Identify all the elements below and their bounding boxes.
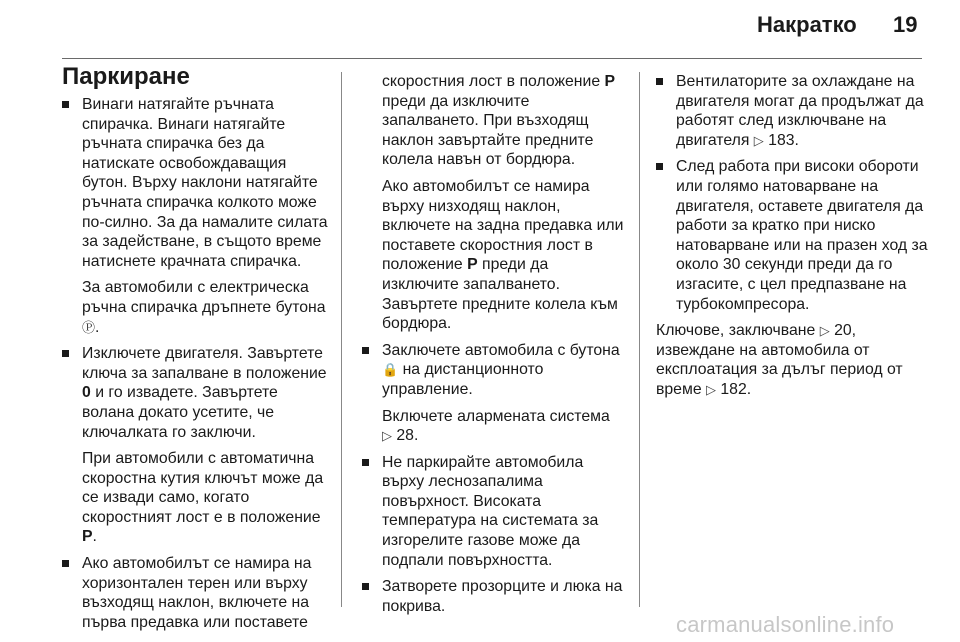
column-1 (62, 62, 328, 639)
para-text: извеждане на автомобила от експлоатация за дълъг период от време (656, 341, 903, 398)
bullet-square-icon (62, 101, 69, 108)
sub-text: преди да изключите запалването. При възходящ наклон завъртайте предните колела навън от бордюра. (382, 92, 594, 169)
bullet-item (62, 95, 328, 271)
page-reference-icon: ▷ (819, 323, 830, 339)
bullet-square-icon (362, 459, 369, 466)
bullet-square-icon (62, 560, 69, 567)
page-number: 19 (893, 12, 918, 37)
bullet-item (362, 341, 624, 400)
bullet-item (62, 344, 328, 442)
bullet-item (656, 72, 928, 150)
bullet-item (362, 577, 624, 616)
bullet-text: на дистанционното управление. (382, 361, 544, 398)
header-rule (62, 58, 922, 59)
column-divider (341, 72, 342, 607)
bullet-square-icon (362, 583, 369, 590)
ignition-position-zero: 0 (82, 384, 91, 402)
page-reference[interactable]: 182. (720, 380, 752, 398)
bullet-text: Затворете прозорците и люка на покрива. (382, 578, 623, 615)
page-reference[interactable]: 183. (768, 131, 799, 149)
para-text: Ключове, заключване (656, 322, 816, 340)
sub-text: Ако автомобилът се намира върху низходящ наклон, включете на задна предавка или поставете скоростния лост в положение (382, 177, 624, 274)
watermark: carmanualsonline.info (676, 612, 895, 637)
sub-paragraph (62, 278, 328, 337)
column-2 (362, 72, 624, 623)
sub-text: При автомобили с автоматична скоростна кутия ключът може да се извади само, когато скоростният лост е в положение (82, 450, 324, 526)
bullet-square-icon (656, 163, 663, 170)
bullet-text: и го извадете. Завъртете волана докато усетите, че ключалката го заключи. (82, 384, 278, 441)
column-3 (656, 72, 928, 407)
sub-text: За автомобили с електрическа ръчна спирачка дръпнете бутона (82, 279, 326, 316)
cross-reference-paragraph (656, 321, 928, 399)
continued-paragraph (362, 72, 624, 170)
gear-position-p: P (82, 528, 93, 546)
punctuation: . (92, 528, 97, 546)
page-reference-icon: ▷ (753, 132, 764, 148)
sub-paragraph (362, 177, 624, 334)
bullet-item (656, 157, 928, 314)
bullet-item (62, 554, 328, 632)
bullet-text: След работа при високи обороти или голямо натоварване на двигателя, оставете двигателя да работи за кратко при ниско натоварване или на празен ход за около 30 секунди преди да го изгасите, с цел предпазване на турбокомпресора. (676, 158, 928, 313)
lock-icon: 🔒 (382, 362, 399, 378)
gear-position-p: P (604, 73, 616, 90)
bullet-square-icon (362, 347, 369, 354)
punctuation: . (95, 318, 100, 336)
sub-text: Включете алармената система (382, 407, 610, 425)
column-divider (639, 72, 640, 607)
sub-text: преди да изключите запалването. Завъртете предните колела към бордюра. (382, 256, 618, 333)
sub-paragraph (62, 449, 328, 547)
bullet-square-icon (62, 350, 69, 357)
bullet-item (362, 453, 624, 571)
parking-brake-icon: Ⓟ (82, 319, 96, 335)
page-reference[interactable]: 20, (834, 322, 857, 340)
bullet-text: Изключете двигателя. Завъртете ключа за запалване в положение (82, 345, 327, 382)
bullet-text: Ако автомобилът се намира на хоризонтален терен или върху възходящ наклон, включете на първа предавка или поставете (82, 555, 312, 631)
header-title: Накратко (757, 12, 857, 37)
sub-paragraph (362, 407, 624, 446)
bullet-text: Вентилаторите за охлаждане на двигателя могат да продължат да работят след изключване на двигателя (676, 73, 924, 149)
page-reference[interactable]: 28. (396, 427, 419, 445)
bullet-text: Не паркирайте автомобила върху леснозапалима повърхност. Високата температура на системата за изгорелите газове може да подпали повърхността. (382, 453, 599, 569)
page-reference-icon: ▷ (382, 428, 392, 444)
bullet-square-icon (656, 78, 663, 85)
page-reference-icon: ▷ (706, 381, 716, 397)
gear-position-p: P (467, 256, 478, 274)
section-heading: Паркиране (62, 63, 190, 90)
bullet-text: Заключете автомобила с бутона (382, 341, 620, 359)
sub-text: скоростния лост в положение (382, 73, 601, 90)
bullet-text: Винаги натягайте ръчната спирачка. Винаги натягайте ръчната спирачка без да натискате освобождаващия бутон. Върху наклони натягайте ръчната спирачка колкото може по-силно. За да намалите силата за задействане, в същото време натиснете крачната спирачка. (82, 96, 328, 270)
